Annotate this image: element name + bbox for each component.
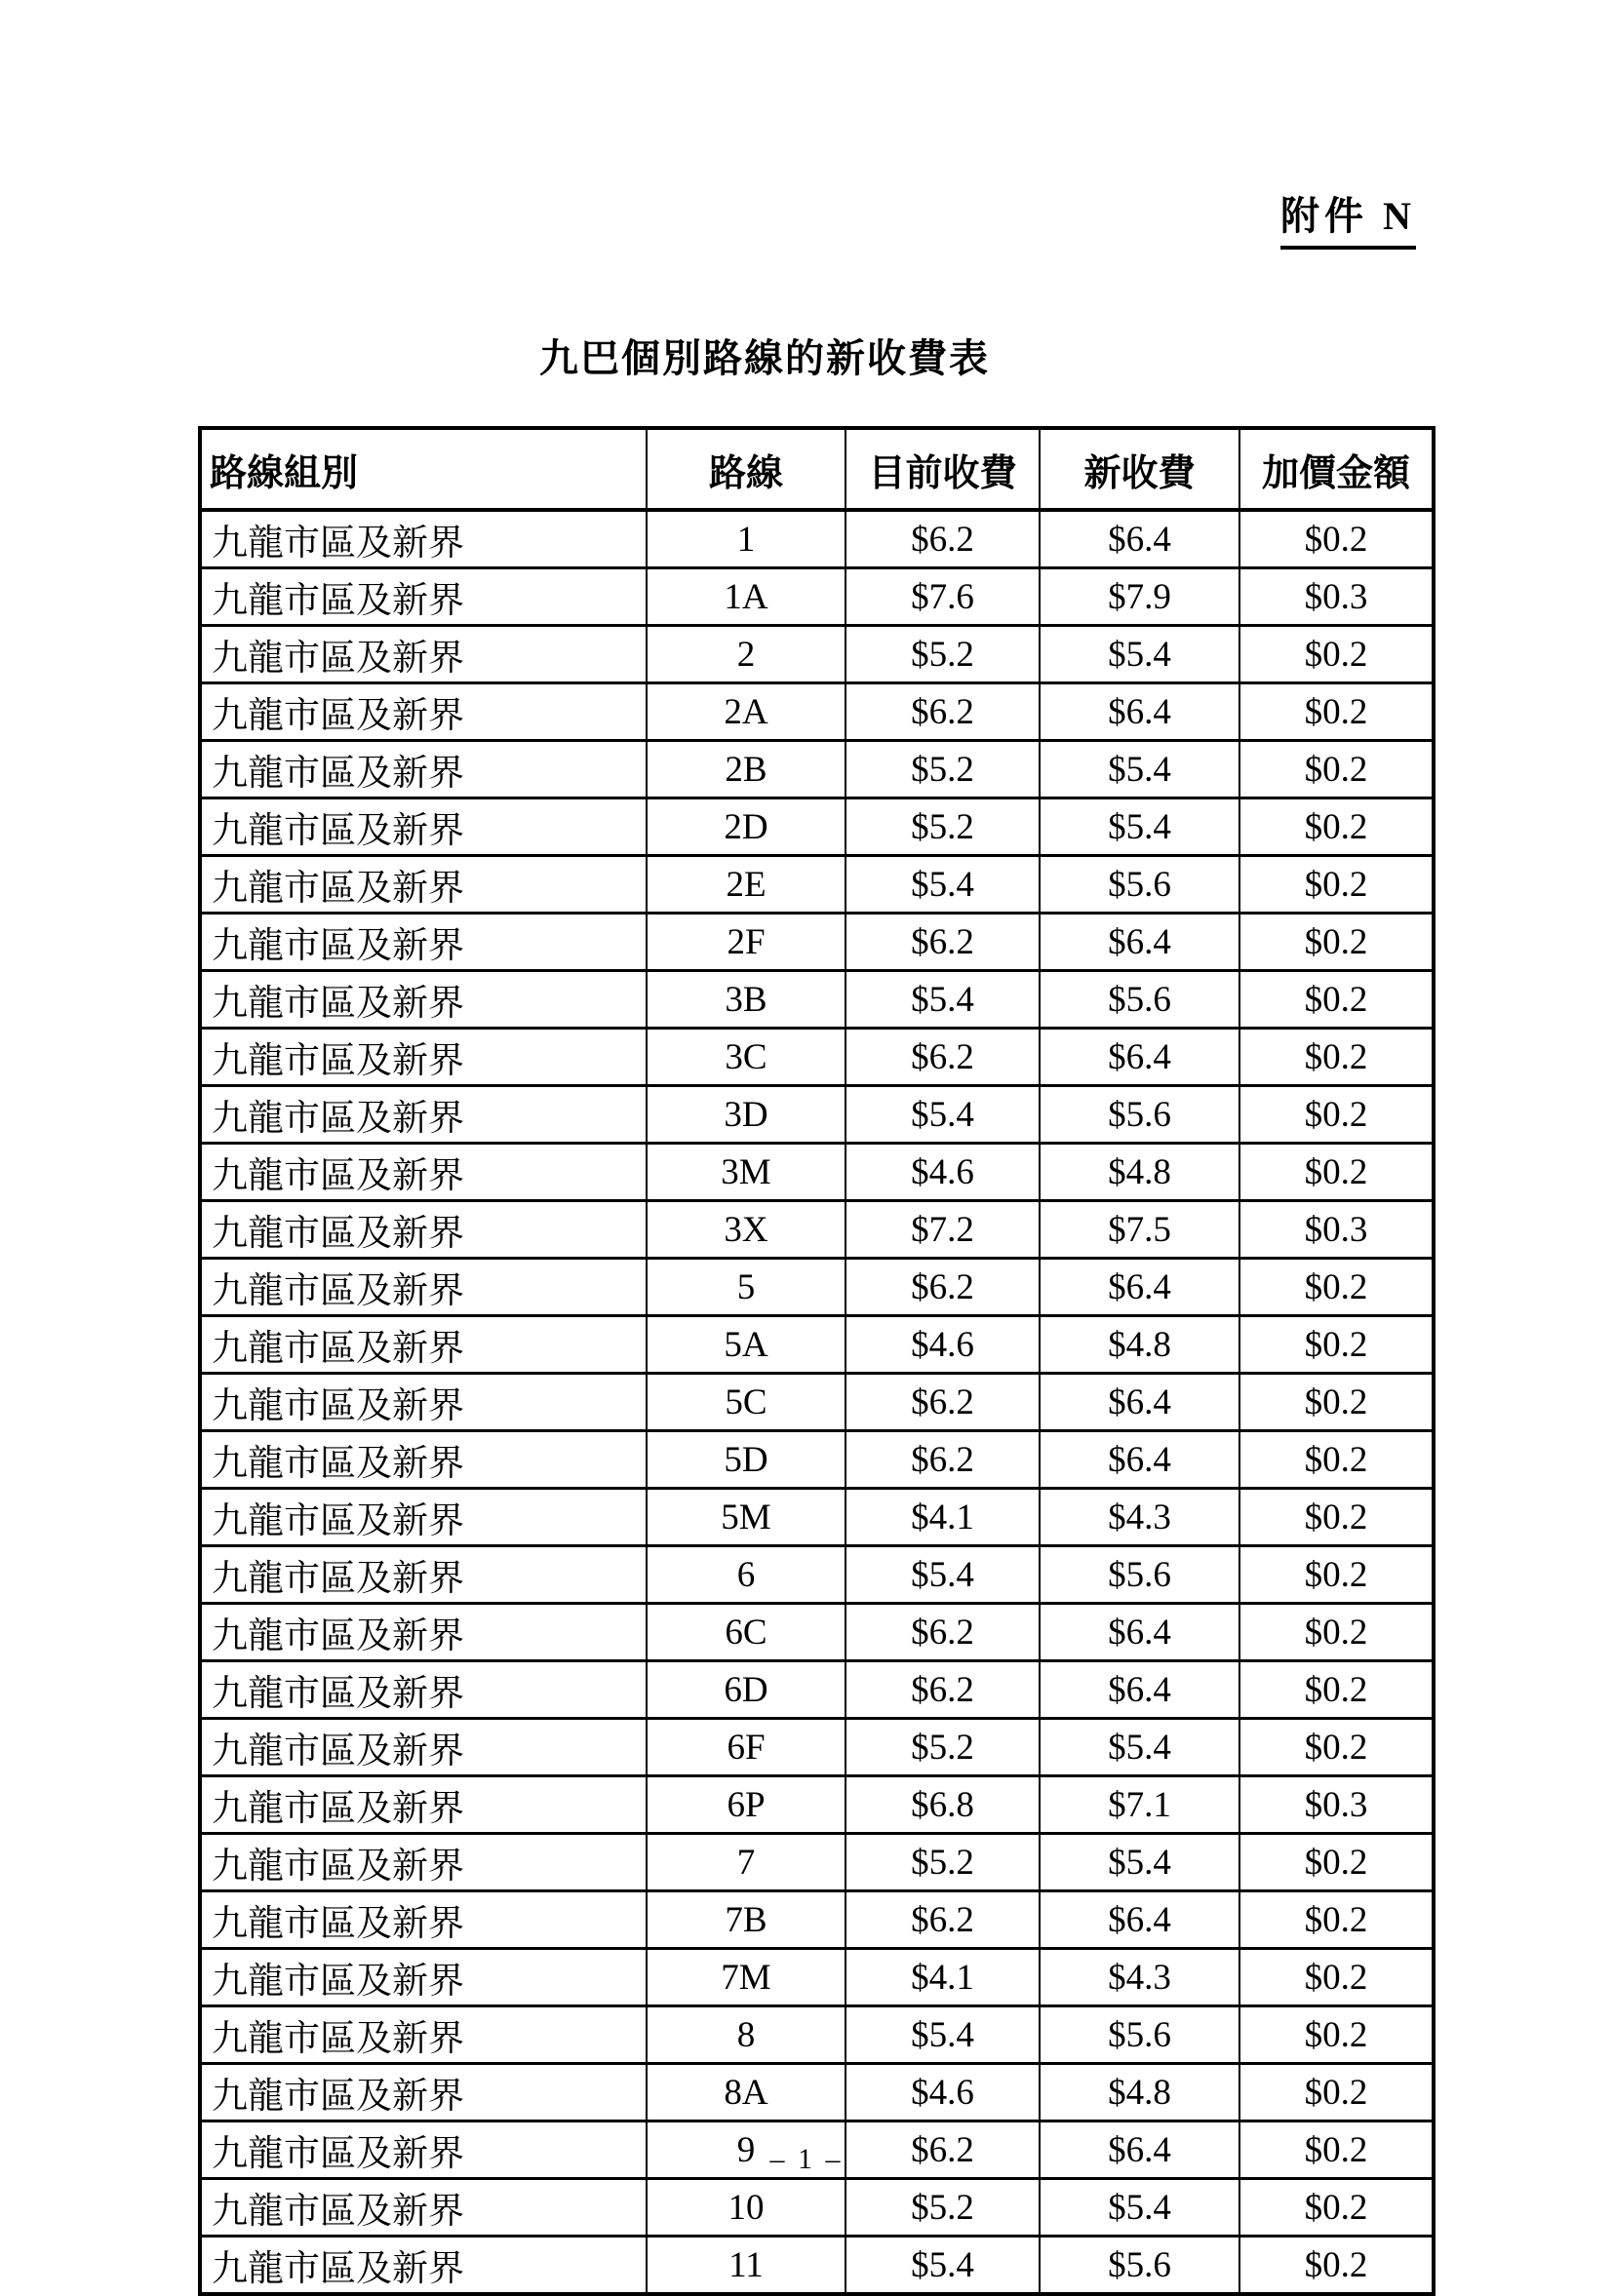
route-cell: 2F (647, 914, 846, 971)
new-fare-cell: $6.4 (1040, 1029, 1239, 1086)
route-cell: 6F (647, 1719, 846, 1776)
new-fare-cell: $5.6 (1040, 1546, 1239, 1604)
current-fare-cell: $5.2 (846, 2179, 1040, 2237)
increase-amount-cell: $0.2 (1239, 2179, 1434, 2237)
table-row (200, 914, 1434, 971)
current-fare-cell: $6.2 (846, 1661, 1040, 1719)
route-cell: 11 (647, 2237, 846, 2295)
current-fare-cell: $6.2 (846, 1604, 1040, 1661)
increase-amount-cell: $0.2 (1239, 1719, 1434, 1776)
current-fare-cell: $5.4 (846, 971, 1040, 1029)
current-fare-cell: $5.4 (846, 2006, 1040, 2064)
current-fare-cell: $4.1 (846, 1949, 1040, 2006)
new-fare-cell: $6.4 (1040, 2121, 1239, 2179)
route-group-cell: 九龍市區及新界 (200, 1604, 647, 1661)
new-fare-cell: $6.4 (1040, 1259, 1239, 1316)
increase-amount-cell: $0.2 (1239, 1661, 1434, 1719)
new-fare-cell: $5.4 (1040, 2179, 1239, 2237)
table-row (200, 683, 1434, 741)
table-row (200, 1661, 1434, 1719)
route-group-cell: 九龍市區及新界 (200, 2237, 647, 2295)
table-row (200, 741, 1434, 798)
table-row (200, 1374, 1434, 1431)
route-cell: 3D (647, 1086, 846, 1144)
route-cell: 5C (647, 1374, 846, 1431)
current-fare-cell: $7.6 (846, 568, 1040, 626)
table-row (200, 1834, 1434, 1891)
route-cell: 5M (647, 1489, 846, 1546)
new-fare-cell: $4.8 (1040, 2064, 1239, 2121)
increase-amount-cell: $0.2 (1239, 971, 1434, 1029)
increase-amount-cell: $0.2 (1239, 856, 1434, 914)
table-row (200, 1719, 1434, 1776)
route-cell: 2A (647, 683, 846, 741)
current-fare-cell: $7.2 (846, 1201, 1040, 1259)
table-row (200, 568, 1434, 626)
increase-amount-cell: $0.2 (1239, 510, 1434, 568)
current-fare-cell: $5.4 (846, 1546, 1040, 1604)
table-row (200, 626, 1434, 683)
column-header-current-fare: 目前收費 (846, 428, 1040, 510)
route-group-cell: 九龍市區及新界 (200, 1949, 647, 2006)
route-group-cell: 九龍市區及新界 (200, 1834, 647, 1891)
route-cell: 3X (647, 1201, 846, 1259)
route-group-cell: 九龍市區及新界 (200, 1144, 647, 1201)
current-fare-cell: $5.4 (846, 2237, 1040, 2295)
new-fare-cell: $6.4 (1040, 510, 1239, 568)
new-fare-cell: $6.4 (1040, 1431, 1239, 1489)
new-fare-cell: $6.4 (1040, 1891, 1239, 1949)
increase-amount-cell: $0.2 (1239, 1546, 1434, 1604)
route-group-cell: 九龍市區及新界 (200, 1546, 647, 1604)
route-group-cell: 九龍市區及新界 (200, 1201, 647, 1259)
route-group-cell: 九龍市區及新界 (200, 2121, 647, 2179)
route-cell: 6 (647, 1546, 846, 1604)
increase-amount-cell: $0.2 (1239, 1374, 1434, 1431)
current-fare-cell: $5.2 (846, 798, 1040, 856)
table-row (200, 1604, 1434, 1661)
route-group-cell: 九龍市區及新界 (200, 1316, 647, 1374)
new-fare-cell: $6.4 (1040, 1604, 1239, 1661)
route-cell: 2 (647, 626, 846, 683)
increase-amount-cell: $0.2 (1239, 1949, 1434, 2006)
route-cell: 7B (647, 1891, 846, 1949)
current-fare-cell: $5.2 (846, 741, 1040, 798)
new-fare-cell: $4.8 (1040, 1144, 1239, 1201)
table-row (200, 1029, 1434, 1086)
route-group-cell: 九龍市區及新界 (200, 1661, 647, 1719)
route-group-cell: 九龍市區及新界 (200, 1719, 647, 1776)
table-row (200, 1891, 1434, 1949)
current-fare-cell: $5.2 (846, 1834, 1040, 1891)
route-cell: 8A (647, 2064, 846, 2121)
new-fare-cell: $5.4 (1040, 1719, 1239, 1776)
current-fare-cell: $4.6 (846, 2064, 1040, 2121)
new-fare-cell: $6.4 (1040, 1661, 1239, 1719)
table-row (200, 2179, 1434, 2237)
increase-amount-cell: $0.2 (1239, 1144, 1434, 1201)
new-fare-cell: $5.4 (1040, 798, 1239, 856)
new-fare-cell: $4.8 (1040, 1316, 1239, 1374)
route-cell: 2B (647, 741, 846, 798)
route-group-cell: 九龍市區及新界 (200, 914, 647, 971)
route-cell: 6D (647, 1661, 846, 1719)
route-group-cell: 九龍市區及新界 (200, 1489, 647, 1546)
column-header-increase-amount: 加價金額 (1239, 428, 1434, 510)
current-fare-cell: $6.8 (846, 1776, 1040, 1834)
increase-amount-cell: $0.3 (1239, 1201, 1434, 1259)
table-row (200, 1259, 1434, 1316)
new-fare-cell: $5.6 (1040, 2237, 1239, 2295)
current-fare-cell: $6.2 (846, 1891, 1040, 1949)
increase-amount-cell: $0.2 (1239, 1604, 1434, 1661)
current-fare-cell: $6.2 (846, 1431, 1040, 1489)
table-row (200, 1316, 1434, 1374)
current-fare-cell: $6.2 (846, 510, 1040, 568)
route-cell: 5D (647, 1431, 846, 1489)
new-fare-cell: $5.4 (1040, 741, 1239, 798)
increase-amount-cell: $0.2 (1239, 1086, 1434, 1144)
column-header-route-group: 路線組別 (200, 428, 647, 510)
table-row (200, 1201, 1434, 1259)
route-cell: 1 (647, 510, 846, 568)
route-group-cell: 九龍市區及新界 (200, 1086, 647, 1144)
table-row (200, 510, 1434, 568)
route-group-cell: 九龍市區及新界 (200, 568, 647, 626)
table-row (200, 1776, 1434, 1834)
route-cell: 8 (647, 2006, 846, 2064)
route-group-cell: 九龍市區及新界 (200, 626, 647, 683)
table-row (200, 1949, 1434, 2006)
increase-amount-cell: $0.2 (1239, 2006, 1434, 2064)
new-fare-cell: $6.4 (1040, 914, 1239, 971)
appendix-label: 附件 N (1280, 185, 1416, 250)
current-fare-cell: $5.4 (846, 856, 1040, 914)
route-group-cell: 九龍市區及新界 (200, 510, 647, 568)
current-fare-cell: $4.6 (846, 1316, 1040, 1374)
new-fare-cell: $6.4 (1040, 1374, 1239, 1431)
current-fare-cell: $5.2 (846, 626, 1040, 683)
page-number: – 1 – (769, 2143, 844, 2175)
new-fare-cell: $5.4 (1040, 1834, 1239, 1891)
table-row (200, 971, 1434, 1029)
increase-amount-cell: $0.2 (1239, 1834, 1434, 1891)
new-fare-cell: $5.6 (1040, 1086, 1239, 1144)
route-group-cell: 九龍市區及新界 (200, 683, 647, 741)
fare-table-header (200, 428, 1434, 510)
increase-amount-cell: $0.2 (1239, 741, 1434, 798)
route-group-cell: 九龍市區及新界 (200, 856, 647, 914)
table-row (200, 856, 1434, 914)
increase-amount-cell: $0.3 (1239, 568, 1434, 626)
new-fare-cell: $6.4 (1040, 683, 1239, 741)
increase-amount-cell: $0.2 (1239, 1431, 1434, 1489)
table-row (200, 1431, 1434, 1489)
current-fare-cell: $4.6 (846, 1144, 1040, 1201)
route-group-cell: 九龍市區及新界 (200, 1431, 647, 1489)
route-group-cell: 九龍市區及新界 (200, 2006, 647, 2064)
route-cell: 5 (647, 1259, 846, 1316)
table-row (200, 1086, 1434, 1144)
route-cell: 7 (647, 1834, 846, 1891)
increase-amount-cell: $0.2 (1239, 683, 1434, 741)
route-cell: 7M (647, 1949, 846, 2006)
column-header-route: 路線 (647, 428, 846, 510)
increase-amount-cell: $0.2 (1239, 1029, 1434, 1086)
route-group-cell: 九龍市區及新界 (200, 2064, 647, 2121)
new-fare-cell: $5.4 (1040, 626, 1239, 683)
route-group-cell: 九龍市區及新界 (200, 2179, 647, 2237)
header-row (200, 428, 1434, 510)
table-row (200, 1144, 1434, 1201)
increase-amount-cell: $0.2 (1239, 798, 1434, 856)
table-row (200, 1489, 1434, 1546)
route-cell: 10 (647, 2179, 846, 2237)
fare-table-body (200, 510, 1434, 2294)
route-group-cell: 九龍市區及新界 (200, 741, 647, 798)
current-fare-cell: $6.2 (846, 2121, 1040, 2179)
new-fare-cell: $4.3 (1040, 1949, 1239, 2006)
current-fare-cell: $6.2 (846, 683, 1040, 741)
table-row (200, 2237, 1434, 2295)
route-cell: 5A (647, 1316, 846, 1374)
table-row (200, 2006, 1434, 2064)
increase-amount-cell: $0.2 (1239, 2121, 1434, 2179)
new-fare-cell: $5.6 (1040, 2006, 1239, 2064)
current-fare-cell: $6.2 (846, 1029, 1040, 1086)
new-fare-cell: $7.5 (1040, 1201, 1239, 1259)
route-group-cell: 九龍市區及新界 (200, 971, 647, 1029)
route-group-cell: 九龍市區及新界 (200, 1891, 647, 1949)
increase-amount-cell: $0.2 (1239, 914, 1434, 971)
route-group-cell: 九龍市區及新界 (200, 798, 647, 856)
route-cell: 6C (647, 1604, 846, 1661)
new-fare-cell: $4.3 (1040, 1489, 1239, 1546)
route-group-cell: 九龍市區及新界 (200, 1776, 647, 1834)
current-fare-cell: $5.4 (846, 1086, 1040, 1144)
increase-amount-cell: $0.2 (1239, 2064, 1434, 2121)
increase-amount-cell: $0.2 (1239, 1316, 1434, 1374)
increase-amount-cell: $0.2 (1239, 1489, 1434, 1546)
table-row (200, 1546, 1434, 1604)
table-row (200, 798, 1434, 856)
route-group-cell: 九龍市區及新界 (200, 1029, 647, 1086)
new-fare-cell: $7.9 (1040, 568, 1239, 626)
increase-amount-cell: $0.2 (1239, 2237, 1434, 2295)
page-title: 九巴個別路線的新收費表 (539, 336, 990, 380)
increase-amount-cell: $0.2 (1239, 1259, 1434, 1316)
route-group-cell: 九龍市區及新界 (200, 1374, 647, 1431)
route-group-cell: 九龍市區及新界 (200, 1259, 647, 1316)
new-fare-cell: $7.1 (1040, 1776, 1239, 1834)
fare-table (198, 426, 1436, 2296)
route-cell: 3C (647, 1029, 846, 1086)
table-row (200, 2064, 1434, 2121)
column-header-new-fare: 新收費 (1040, 428, 1239, 510)
increase-amount-cell: $0.2 (1239, 626, 1434, 683)
increase-amount-cell: $0.2 (1239, 1891, 1434, 1949)
increase-amount-cell: $0.3 (1239, 1776, 1434, 1834)
current-fare-cell: $6.2 (846, 1374, 1040, 1431)
route-cell: 6P (647, 1776, 846, 1834)
route-cell: 1A (647, 568, 846, 626)
route-cell: 2E (647, 856, 846, 914)
current-fare-cell: $6.2 (846, 914, 1040, 971)
route-cell: 2D (647, 798, 846, 856)
route-cell: 9 (647, 2121, 846, 2179)
new-fare-cell: $5.6 (1040, 856, 1239, 914)
current-fare-cell: $4.1 (846, 1489, 1040, 1546)
route-cell: 3B (647, 971, 846, 1029)
current-fare-cell: $6.2 (846, 1259, 1040, 1316)
route-cell: 3M (647, 1144, 846, 1201)
current-fare-cell: $5.2 (846, 1719, 1040, 1776)
new-fare-cell: $5.6 (1040, 971, 1239, 1029)
